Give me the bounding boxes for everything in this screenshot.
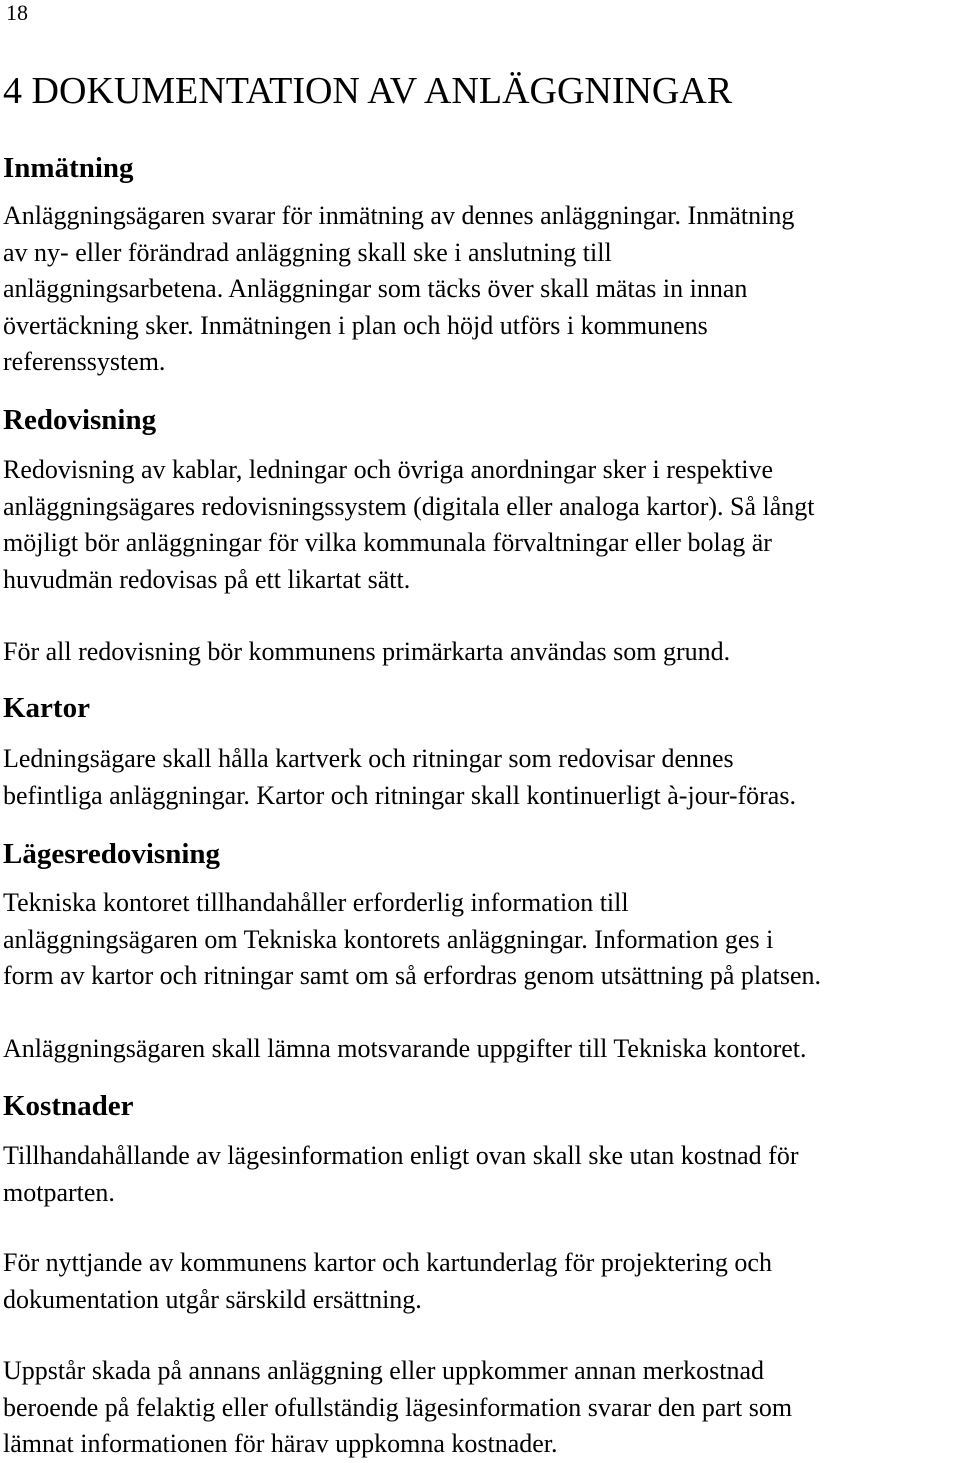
text-line: lämnat informationen för härav uppkomna kostnader. — [3, 1429, 558, 1458]
text-line: För all redovisning bör kommunens primärkarta användas som grund. — [3, 637, 731, 666]
text-line: motparten. — [3, 1177, 115, 1207]
kostnader-paragraph-2 — [3, 1245, 958, 1318]
text-line: Uppstår skada på annans anläggning eller uppkommer annan merkostnad — [3, 1356, 764, 1385]
section-title-inmatning: Inmätning — [3, 152, 134, 184]
text-line: huvudmän redovisas på ett likartat sätt. — [3, 564, 411, 594]
kostnader-paragraph-1 — [3, 1138, 958, 1211]
text-line: anläggningsarbetena. Anläggningar som täcks över skall mätas in innan — [3, 274, 748, 303]
lagesredovisning-paragraph-2 — [3, 1031, 958, 1068]
text-line: Anläggningsägaren skall lämna motsvarande uppgifter till Tekniska kontoret. — [3, 1034, 807, 1063]
text-line: För nyttjande av kommunens kartor och kartunderlag för projektering och — [3, 1248, 772, 1277]
section-title-redovisning: Redovisning — [3, 404, 157, 436]
text-line: möjligt bör anläggningar för vilka kommunala förvaltningar eller bolag är — [3, 528, 772, 557]
text-line: Ledningsägare skall hålla kartverk och ritningar som redovisar dennes — [3, 744, 734, 773]
kartor-paragraph — [3, 741, 958, 814]
redovisning-paragraph-1 — [3, 452, 958, 598]
text-line: Tillhandahållande av lägesinformation enligt ovan skall ske utan kostnad för — [3, 1141, 799, 1170]
text-line: av ny- eller förändrad anläggning skall ske i anslutning till — [3, 237, 612, 267]
text-line: Redovisning av kablar, ledningar och övriga anordningar sker i respektive — [3, 455, 774, 484]
lagesredovisning-paragraph-1 — [3, 885, 958, 995]
text-line: anläggningsägares redovisningssystem (digitala eller analoga kartor). Så långt — [3, 491, 815, 521]
text-line: form av kartor och ritningar samt om så erfordras genom utsättning på platsen. — [3, 961, 822, 990]
redovisning-paragraph-2 — [3, 634, 958, 671]
page-number: 18 — [6, 0, 28, 25]
kostnader-paragraph-3 — [3, 1353, 958, 1463]
section-title-lagesredovisning: Lägesredovisning — [3, 838, 221, 870]
text-line: anläggningsägaren om Tekniska kontorets anläggningar. Information ges i — [3, 924, 774, 954]
text-line: Tekniska kontoret tillhandahåller erforderlig information till — [3, 888, 629, 917]
text-line: beroende på felaktig eller ofullständig lägesinformation svarar den part som — [3, 1392, 793, 1422]
inmatning-paragraph — [3, 198, 958, 381]
section-title-kostnader: Kostnader — [3, 1090, 134, 1122]
text-line: övertäckning sker. Inmätningen i plan och höjd utförs i kommunens — [3, 310, 708, 340]
text-line: Anläggningsägaren svarar för inmätning av dennes anläggningar. Inmätning — [3, 201, 795, 230]
text-line: befintliga anläggningar. Kartor och ritningar skall kontinuerligt à-jour-föras. — [3, 780, 796, 810]
section-title-kartor: Kartor — [3, 692, 90, 724]
text-line: dokumentation utgår särskild ersättning. — [3, 1284, 422, 1314]
text-line: referenssystem. — [3, 347, 166, 376]
chapter-title: 4 DOKUMENTATION AV ANLÄGGNINGAR — [3, 70, 733, 112]
